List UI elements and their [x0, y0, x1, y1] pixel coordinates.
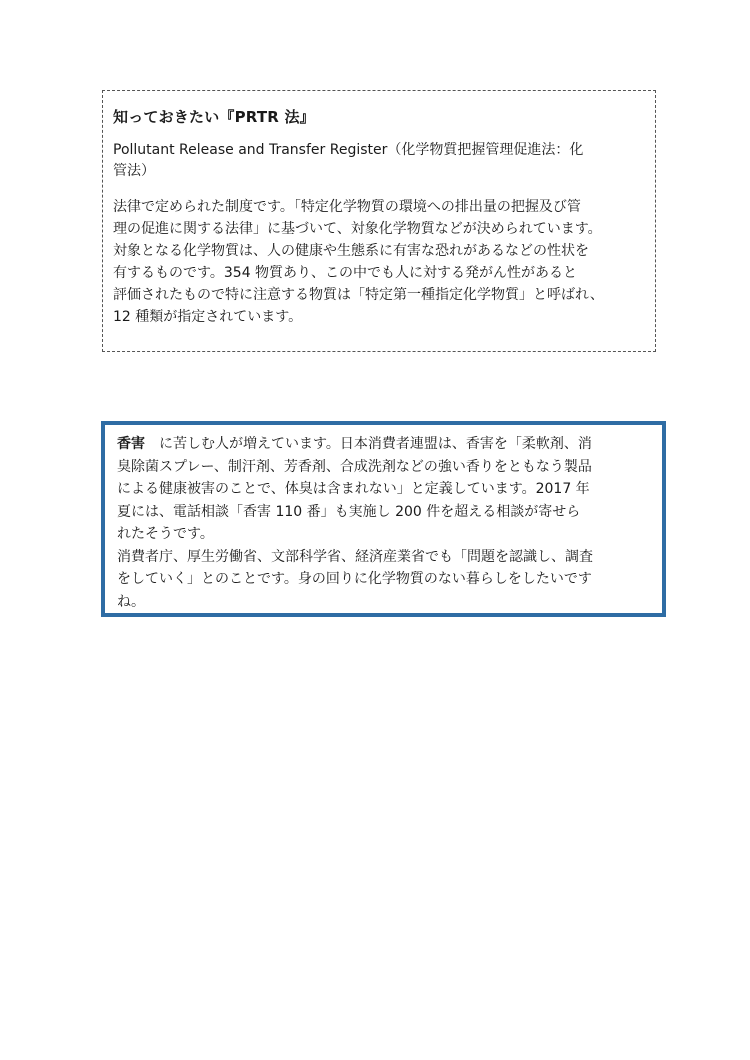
kougai-body-line: をしていく」とのことです。身の回りに化学物質のない暮らしをしたいです [117, 571, 592, 587]
kougai-first-line [117, 433, 662, 456]
prtr-body-line: 12 種類が指定されています。 [113, 309, 303, 325]
prtr-subtitle-line-1: Pollutant Release and Transfer Register（化学物質把握管理促進法：化 [113, 142, 584, 158]
kougai-term: 香害 [117, 436, 145, 452]
prtr-subtitle-line-2: 管法） [113, 163, 155, 179]
kougai-body-line: 夏には、電話相談「香害 110 番」も実施し 200 件を超える相談が寄せら [117, 503, 581, 520]
kougai-first-line-text: に苦しむ人が増えています。日本消費者連盟は、香害を「柔軟剤、消 [145, 436, 592, 452]
prtr-body-line: 対象となる化学物質は、人の健康や生態系に有害な恐れがあるなどの性状を [113, 243, 589, 259]
spacer [113, 182, 655, 196]
prtr-title: 知っておきたい『PRTR 法』 [113, 108, 315, 126]
prtr-body-line: 理の促進に関する法律」に基づいて、対象化学物質などが決められています。 [113, 221, 602, 237]
prtr-body-line: 有するものです。354 物質あり、この中でも人に対する発がん性があると [113, 265, 578, 281]
kougai-body-line: 臭除菌スプレー、制汗剤、芳香剤、合成洗剤などの強い香りをともなう製品 [117, 458, 592, 475]
kougai-body-line: 消費者庁、厚生労働省、文部科学省、経済産業省でも「問題を認識し、調査 [117, 548, 593, 565]
kougai-body-line: による健康被害のことで、体臭は含まれない」と定義しています。2017 年 [117, 481, 590, 497]
prtr-info-box [102, 90, 656, 352]
kougai-body-line: ね。 [117, 593, 145, 610]
prtr-body-line: 法律で定められた制度です。「特定化学物質の環境への排出量の把握及び管 [113, 199, 581, 215]
kougai-info-box [101, 421, 666, 617]
kougai-body-line: れたそうです。 [117, 526, 214, 542]
prtr-body-line: 評価されたもので特に注意する物質は「特定第一種指定化学物質」と呼ばれ、 [113, 287, 604, 303]
